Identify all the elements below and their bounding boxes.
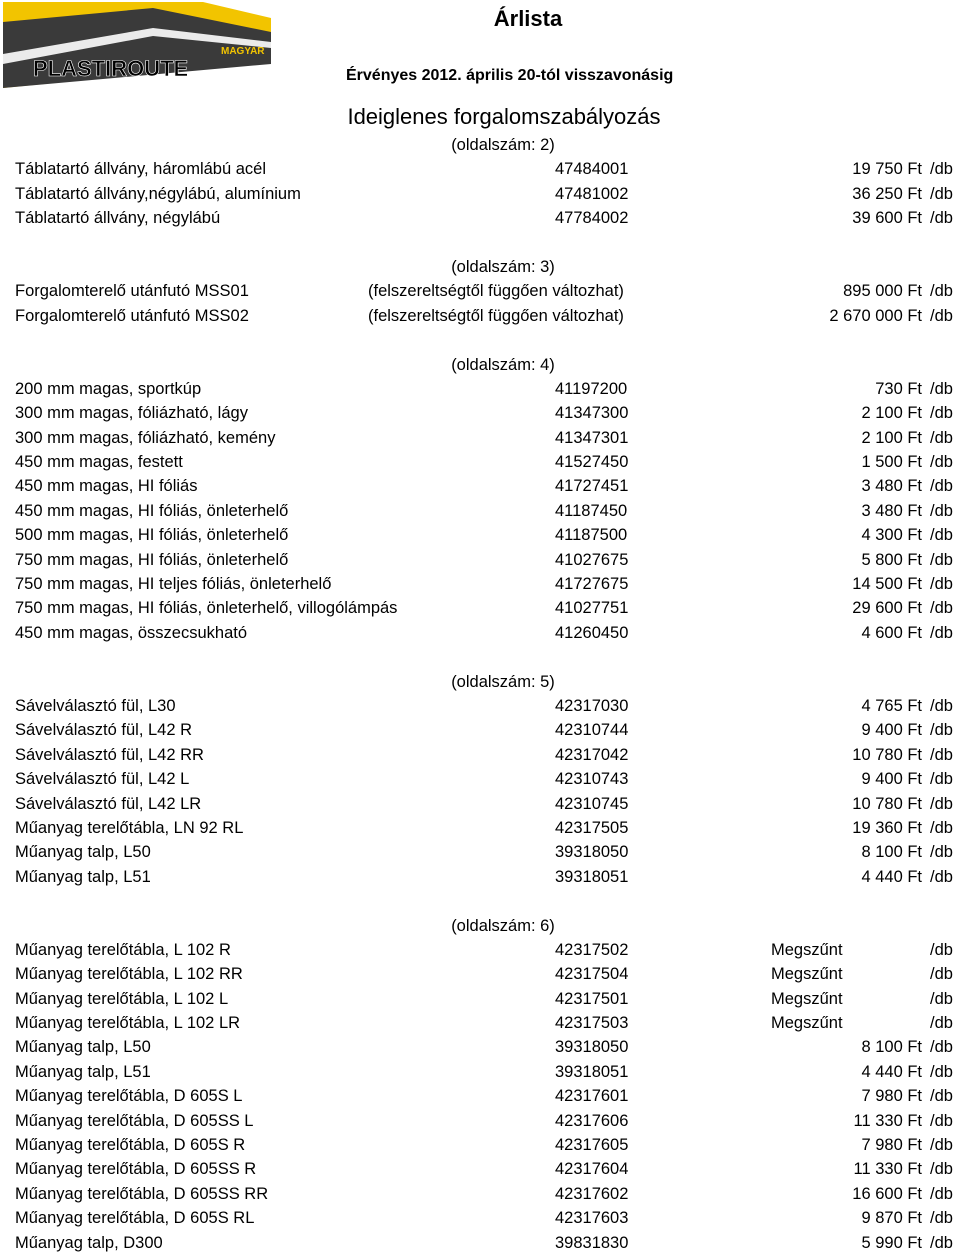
product-name: Táblatartó állvány, négylábú — [15, 209, 221, 228]
page-title: Árlista — [493, 6, 563, 31]
table-row — [0, 865, 960, 889]
product-code: 41187500 — [555, 526, 628, 545]
product-note: (felszereltségtől függően változhat) — [368, 306, 624, 325]
price-unit: /db — [930, 989, 953, 1008]
table-row — [0, 1084, 960, 1108]
product-price: 19 360 Ft — [852, 818, 922, 837]
product-price: 1 500 Ft — [861, 453, 922, 472]
product-price: 4 300 Ft — [861, 526, 922, 545]
table-row — [0, 767, 960, 791]
product-price: 895 000 Ft — [843, 282, 922, 301]
price-unit: /db — [930, 696, 953, 715]
product-price: 4 440 Ft — [861, 1062, 922, 1081]
product-name: Műanyag terelőtábla, D 605SS RR — [15, 1184, 269, 1203]
table-row — [0, 596, 960, 620]
product-price: 2 100 Ft — [861, 404, 922, 423]
product-price: 9 870 Ft — [861, 1209, 922, 1228]
table-row — [0, 157, 960, 181]
product-price: 2 670 000 Ft — [829, 306, 922, 325]
price-unit: /db — [930, 1062, 953, 1081]
product-price: 11 330 Ft — [853, 1160, 922, 1179]
table-row — [0, 377, 960, 401]
table-row — [0, 1011, 960, 1035]
product-code: 41727675 — [555, 575, 629, 594]
price-unit: /db — [930, 501, 953, 520]
price-unit: /db — [930, 770, 953, 789]
product-price: 2 100 Ft — [861, 428, 922, 447]
product-name: Műanyag terelőtábla, L 102 R — [15, 940, 231, 959]
product-code: 41260450 — [555, 623, 629, 642]
price-unit: /db — [930, 599, 953, 618]
page-reference: (oldalszám: 5) — [451, 672, 555, 691]
price-unit: /db — [930, 209, 953, 228]
product-code: 42317602 — [555, 1184, 629, 1203]
page-reference: (oldalszám: 2) — [451, 136, 555, 154]
product-status: Megszűnt — [771, 989, 843, 1008]
product-price: 10 780 Ft — [852, 794, 922, 813]
product-name: Forgalomterelő utánfutó MSS01 — [15, 282, 249, 301]
validity-text: Érvényes 2012. április 20-tól visszavonásig — [346, 67, 674, 84]
product-code: 42317604 — [555, 1160, 629, 1179]
product-code: 42317030 — [555, 696, 629, 715]
product-name: Táblatartó állvány,négylábú, alumínium — [15, 184, 301, 203]
product-code: 41187450 — [555, 501, 628, 520]
product-name: Sávelválasztó fül, L30 — [15, 696, 176, 715]
table-row — [0, 548, 960, 572]
price-unit: /db — [930, 379, 953, 398]
table-row — [0, 304, 960, 328]
product-code: 39318050 — [555, 843, 629, 862]
price-unit: /db — [930, 623, 953, 642]
table-row — [0, 401, 960, 425]
price-unit: /db — [930, 160, 953, 179]
price-unit: /db — [930, 550, 953, 569]
price-unit: /db — [930, 1087, 953, 1106]
price-unit: /db — [930, 794, 953, 813]
product-name: Műanyag terelőtábla, L 102 LR — [15, 1014, 241, 1033]
price-unit: /db — [930, 306, 953, 325]
product-code: 42317042 — [555, 745, 629, 764]
product-price: 5 990 Ft — [861, 1233, 922, 1252]
table-row — [0, 1035, 960, 1059]
price-unit: /db — [930, 745, 953, 764]
product-name: Műanyag terelőtábla, D 605S L — [15, 1087, 243, 1106]
table-row — [0, 1206, 960, 1230]
product-name: Sávelválasztó fül, L42 RR — [15, 745, 204, 764]
product-price: 3 480 Ft — [861, 477, 922, 496]
product-price: 8 100 Ft — [861, 843, 922, 862]
price-unit: /db — [930, 1014, 953, 1033]
product-name: Műanyag talp, D300 — [15, 1233, 163, 1252]
product-price: 4 600 Ft — [861, 623, 922, 642]
product-name: Műanyag terelőtábla, LN 92 RL — [15, 818, 244, 837]
product-name: 450 mm magas, HI fóliás, önleterhelő — [15, 501, 289, 520]
product-status: Megszűnt — [771, 940, 843, 959]
table-row — [0, 572, 960, 596]
table-row — [0, 474, 960, 498]
product-code: 41347301 — [555, 428, 629, 447]
product-name: 750 mm magas, HI fóliás, önleterhelő — [15, 550, 289, 569]
page-reference: (oldalszám: 4) — [451, 355, 555, 374]
product-name: 300 mm magas, fóliázható, lágy — [15, 404, 248, 423]
price-unit: /db — [930, 282, 953, 301]
product-price: 4 765 Ft — [861, 696, 922, 715]
table-row — [0, 1109, 960, 1133]
logo-subtext: MAGYAR — [221, 46, 265, 57]
price-unit: /db — [930, 1160, 953, 1179]
product-name: Sávelválasztó fül, L42 LR — [15, 794, 202, 813]
table-row — [0, 182, 960, 206]
table-row — [0, 962, 960, 986]
page-reference-row — [0, 353, 960, 377]
price-unit: /db — [930, 1136, 953, 1155]
page-reference-row — [0, 255, 960, 279]
table-row — [0, 840, 960, 864]
product-price: 10 780 Ft — [852, 745, 922, 764]
product-price: 14 500 Ft — [852, 575, 922, 594]
product-price: 16 600 Ft — [852, 1184, 922, 1203]
group-spacer — [0, 328, 960, 352]
product-price: 7 980 Ft — [861, 1087, 922, 1106]
table-row — [0, 694, 960, 718]
section-title: Ideiglenes forgalomszabályozás — [347, 104, 661, 129]
product-name: Sávelválasztó fül, L42 R — [15, 721, 193, 740]
product-note: (felszereltségtől függően változhat) — [368, 282, 624, 301]
price-unit: /db — [930, 404, 953, 423]
product-code: 41197200 — [555, 379, 628, 398]
product-code: 39318050 — [555, 1038, 629, 1057]
table-row — [0, 621, 960, 645]
price-unit: /db — [930, 843, 953, 862]
logo-brand-text: PLASTIROUTE — [33, 56, 189, 81]
plastiroute-logo — [3, 2, 271, 88]
product-price: 8 100 Ft — [861, 1038, 922, 1057]
price-unit: /db — [930, 1184, 953, 1203]
table-row — [0, 743, 960, 767]
table-row — [0, 206, 960, 230]
table-row — [0, 792, 960, 816]
table-row — [0, 718, 960, 742]
price-unit: /db — [930, 477, 953, 496]
price-unit: /db — [930, 867, 953, 886]
product-name: 450 mm magas, HI fóliás — [15, 477, 198, 496]
product-code: 42317503 — [555, 1014, 629, 1033]
product-price: 9 400 Ft — [861, 721, 922, 740]
product-name: 200 mm magas, sportkúp — [15, 379, 202, 398]
product-price: 3 480 Ft — [861, 501, 922, 520]
page-reference: (oldalszám: 6) — [451, 916, 555, 935]
price-unit: /db — [930, 818, 953, 837]
product-name: Műanyag terelőtábla, L 102 L — [15, 989, 229, 1008]
price-unit: /db — [930, 1111, 953, 1130]
product-name: Műanyag terelőtábla, D 605SS L — [15, 1111, 254, 1130]
price-list — [0, 133, 960, 1255]
product-name: Műanyag terelőtábla, L 102 RR — [15, 965, 243, 984]
product-price: 19 750 Ft — [852, 160, 922, 179]
product-code: 42310743 — [555, 770, 629, 789]
table-row — [0, 1133, 960, 1157]
product-code: 39318051 — [555, 1062, 629, 1081]
product-name: Sávelválasztó fül, L42 L — [15, 770, 190, 789]
price-unit: /db — [930, 1209, 953, 1228]
product-name: 750 mm magas, HI fóliás, önleterhelő, villogólámpás — [15, 599, 398, 618]
table-row — [0, 1231, 960, 1255]
table-row — [0, 1182, 960, 1206]
price-unit: /db — [930, 721, 953, 740]
product-name: Műanyag terelőtábla, D 605S RL — [15, 1209, 255, 1228]
group-spacer — [0, 231, 960, 255]
table-row — [0, 1060, 960, 1084]
table-row — [0, 499, 960, 523]
table-row — [0, 816, 960, 840]
group-spacer — [0, 645, 960, 669]
product-name: Műanyag talp, L51 — [15, 867, 151, 886]
price-unit: /db — [930, 965, 953, 984]
product-code: 42310744 — [555, 721, 629, 740]
product-code: 42317606 — [555, 1111, 629, 1130]
product-code: 47484001 — [555, 160, 629, 179]
product-name: Műanyag talp, L51 — [15, 1062, 151, 1081]
product-code: 41347300 — [555, 404, 629, 423]
product-name: Műanyag terelőtábla, D 605S R — [15, 1136, 246, 1155]
product-price: 11 330 Ft — [853, 1111, 922, 1130]
product-code: 42317605 — [555, 1136, 629, 1155]
product-status: Megszűnt — [771, 1014, 843, 1033]
product-name: 750 mm magas, HI teljes fóliás, önleterhelő — [15, 575, 332, 594]
product-name: Forgalomterelő utánfutó MSS02 — [15, 306, 249, 325]
product-name: 300 mm magas, fóliázható, kemény — [15, 428, 276, 447]
table-row — [0, 523, 960, 547]
product-price: 29 600 Ft — [852, 599, 922, 618]
product-code: 42317504 — [555, 965, 629, 984]
price-unit: /db — [930, 575, 953, 594]
price-unit: /db — [930, 526, 953, 545]
table-row — [0, 450, 960, 474]
page-reference-row — [0, 670, 960, 694]
product-name: Műanyag talp, L50 — [15, 1038, 151, 1057]
product-price: 36 250 Ft — [852, 184, 922, 203]
table-row — [0, 426, 960, 450]
product-price: 4 440 Ft — [861, 867, 922, 886]
product-code: 47784002 — [555, 209, 629, 228]
group-spacer — [0, 889, 960, 913]
product-price: 5 800 Ft — [861, 550, 922, 569]
table-row — [0, 279, 960, 303]
page-reference-row — [0, 133, 960, 157]
table-row — [0, 938, 960, 962]
product-code: 42317601 — [555, 1087, 629, 1106]
price-unit: /db — [930, 940, 953, 959]
page-reference-row — [0, 914, 960, 938]
price-unit: /db — [930, 184, 953, 203]
product-code: 41527450 — [555, 453, 629, 472]
price-unit: /db — [930, 1233, 953, 1252]
product-price: 9 400 Ft — [861, 770, 922, 789]
page-reference: (oldalszám: 3) — [451, 257, 555, 276]
product-code: 39831830 — [555, 1233, 629, 1252]
product-code: 41027675 — [555, 550, 629, 569]
table-row — [0, 1157, 960, 1181]
product-name: 450 mm magas, összecsukható — [15, 623, 248, 642]
product-code: 41727451 — [555, 477, 629, 496]
product-code: 42310745 — [555, 794, 629, 813]
product-code: 47481002 — [555, 184, 629, 203]
product-code: 42317502 — [555, 940, 629, 959]
product-code: 42317505 — [555, 818, 629, 837]
product-name: Táblatartó állvány, háromlábú acél — [15, 160, 266, 179]
product-price: 7 980 Ft — [861, 1136, 922, 1155]
product-name: Műanyag talp, L50 — [15, 843, 151, 862]
product-price: 39 600 Ft — [852, 209, 922, 228]
price-unit: /db — [930, 428, 953, 447]
product-code: 39318051 — [555, 867, 629, 886]
product-status: Megszűnt — [771, 965, 843, 984]
product-code: 42317501 — [555, 989, 629, 1008]
product-code: 41027751 — [555, 599, 629, 618]
price-unit: /db — [930, 1038, 953, 1057]
product-name: 500 mm magas, HI fóliás, önleterhelő — [15, 526, 289, 545]
price-unit: /db — [930, 453, 953, 472]
table-row — [0, 987, 960, 1011]
product-name: Műanyag terelőtábla, D 605SS R — [15, 1160, 257, 1179]
product-price: 730 Ft — [875, 379, 922, 398]
product-code: 42317603 — [555, 1209, 629, 1228]
product-name: 450 mm magas, festett — [15, 453, 183, 472]
